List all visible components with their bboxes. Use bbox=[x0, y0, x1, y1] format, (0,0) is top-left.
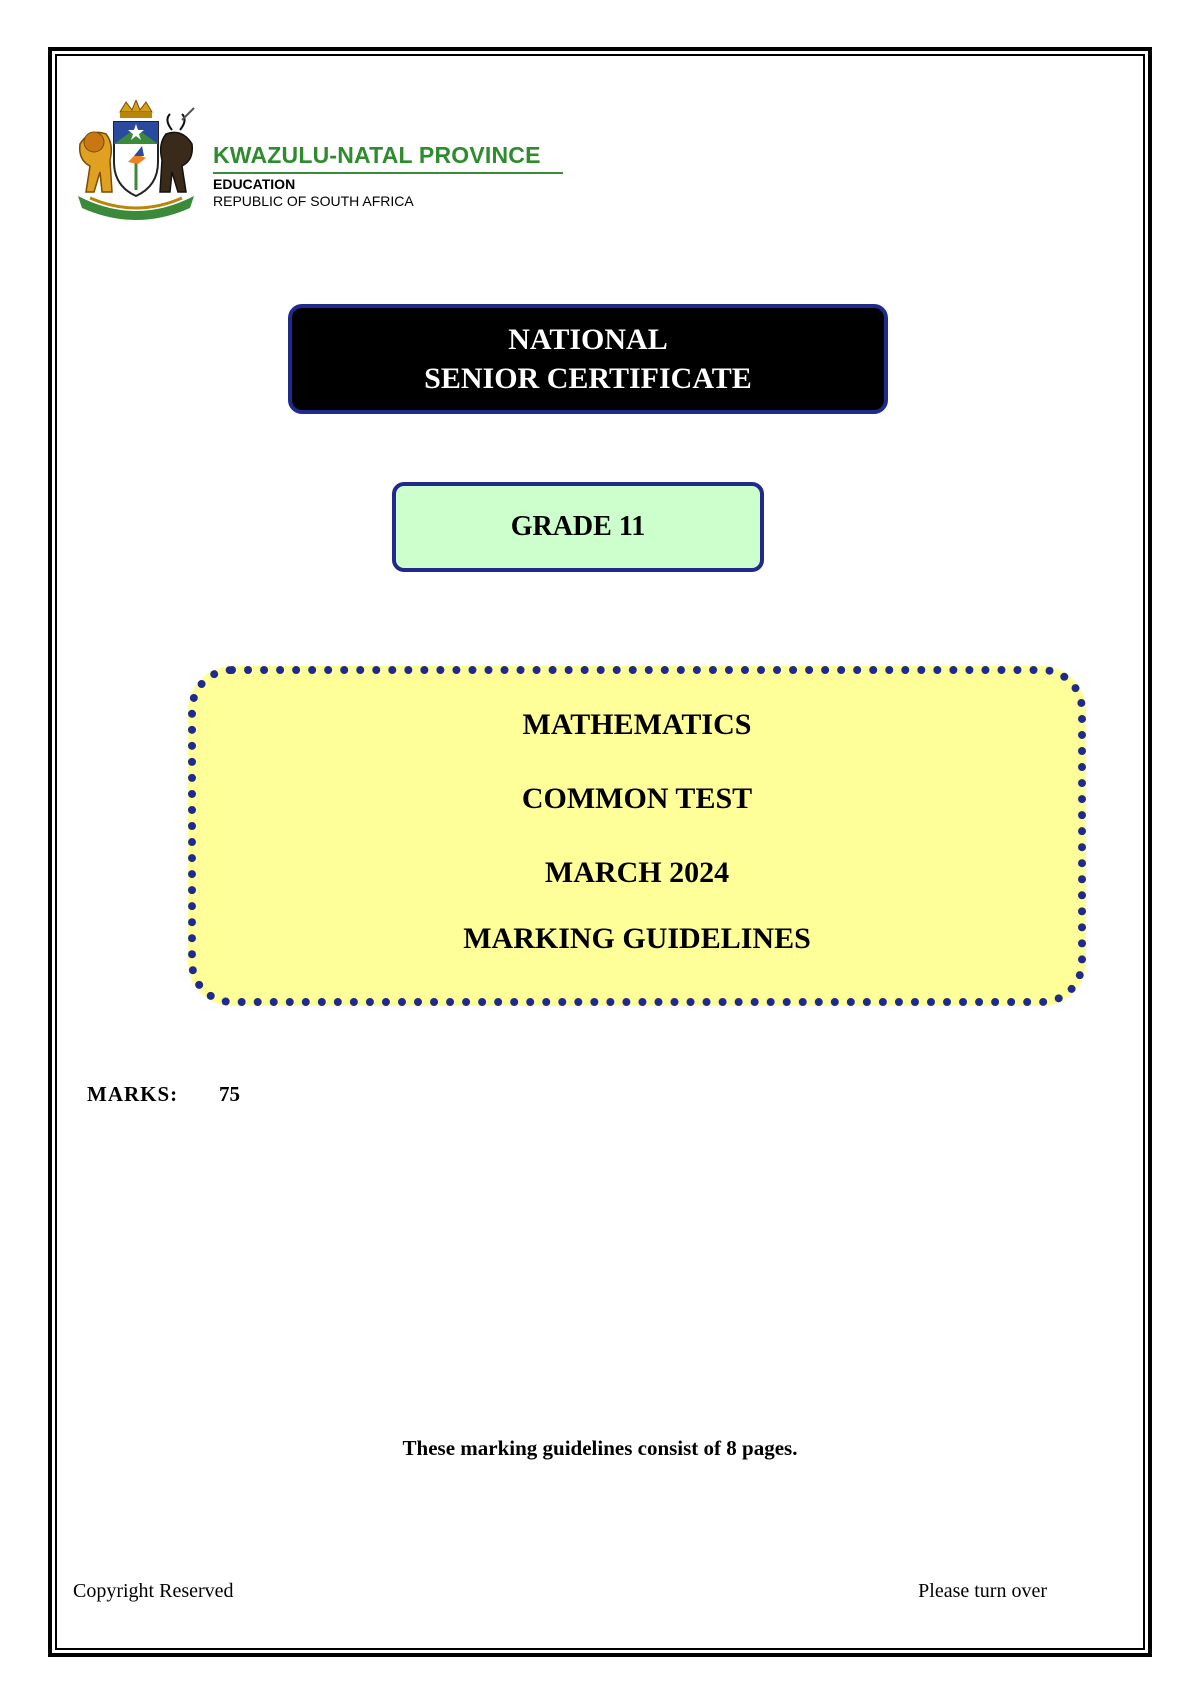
province-name: KWAZULU-NATAL PROVINCE bbox=[213, 142, 541, 168]
marks-value: 75 bbox=[219, 1082, 240, 1106]
test-title: COMMON TEST bbox=[521, 782, 753, 815]
coat-of-arms-icon bbox=[72, 100, 200, 224]
department-name: EDUCATION bbox=[213, 176, 296, 192]
marks-label: MARKS: bbox=[87, 1082, 179, 1106]
footer-turn-over: Please turn over bbox=[918, 1580, 1047, 1602]
test-date: MARCH 2024 bbox=[544, 856, 730, 889]
grade-box bbox=[392, 482, 764, 572]
footer-copyright: Copyright Reserved bbox=[73, 1580, 234, 1602]
document-type: MARKING GUIDELINES bbox=[463, 922, 811, 955]
certificate-line-1: NATIONAL bbox=[508, 323, 668, 356]
grade-label: GRADE 11 bbox=[510, 511, 646, 542]
page-count-note: These marking guidelines consist of 8 pages. bbox=[402, 1436, 798, 1460]
header-divider bbox=[213, 172, 563, 174]
subject-box bbox=[188, 666, 1086, 1006]
certificate-line-2: SENIOR CERTIFICATE bbox=[424, 362, 752, 395]
subject-title: MATHEMATICS bbox=[522, 708, 752, 741]
country-name: REPUBLIC OF SOUTH AFRICA bbox=[213, 193, 414, 209]
certificate-title-box bbox=[288, 304, 888, 414]
